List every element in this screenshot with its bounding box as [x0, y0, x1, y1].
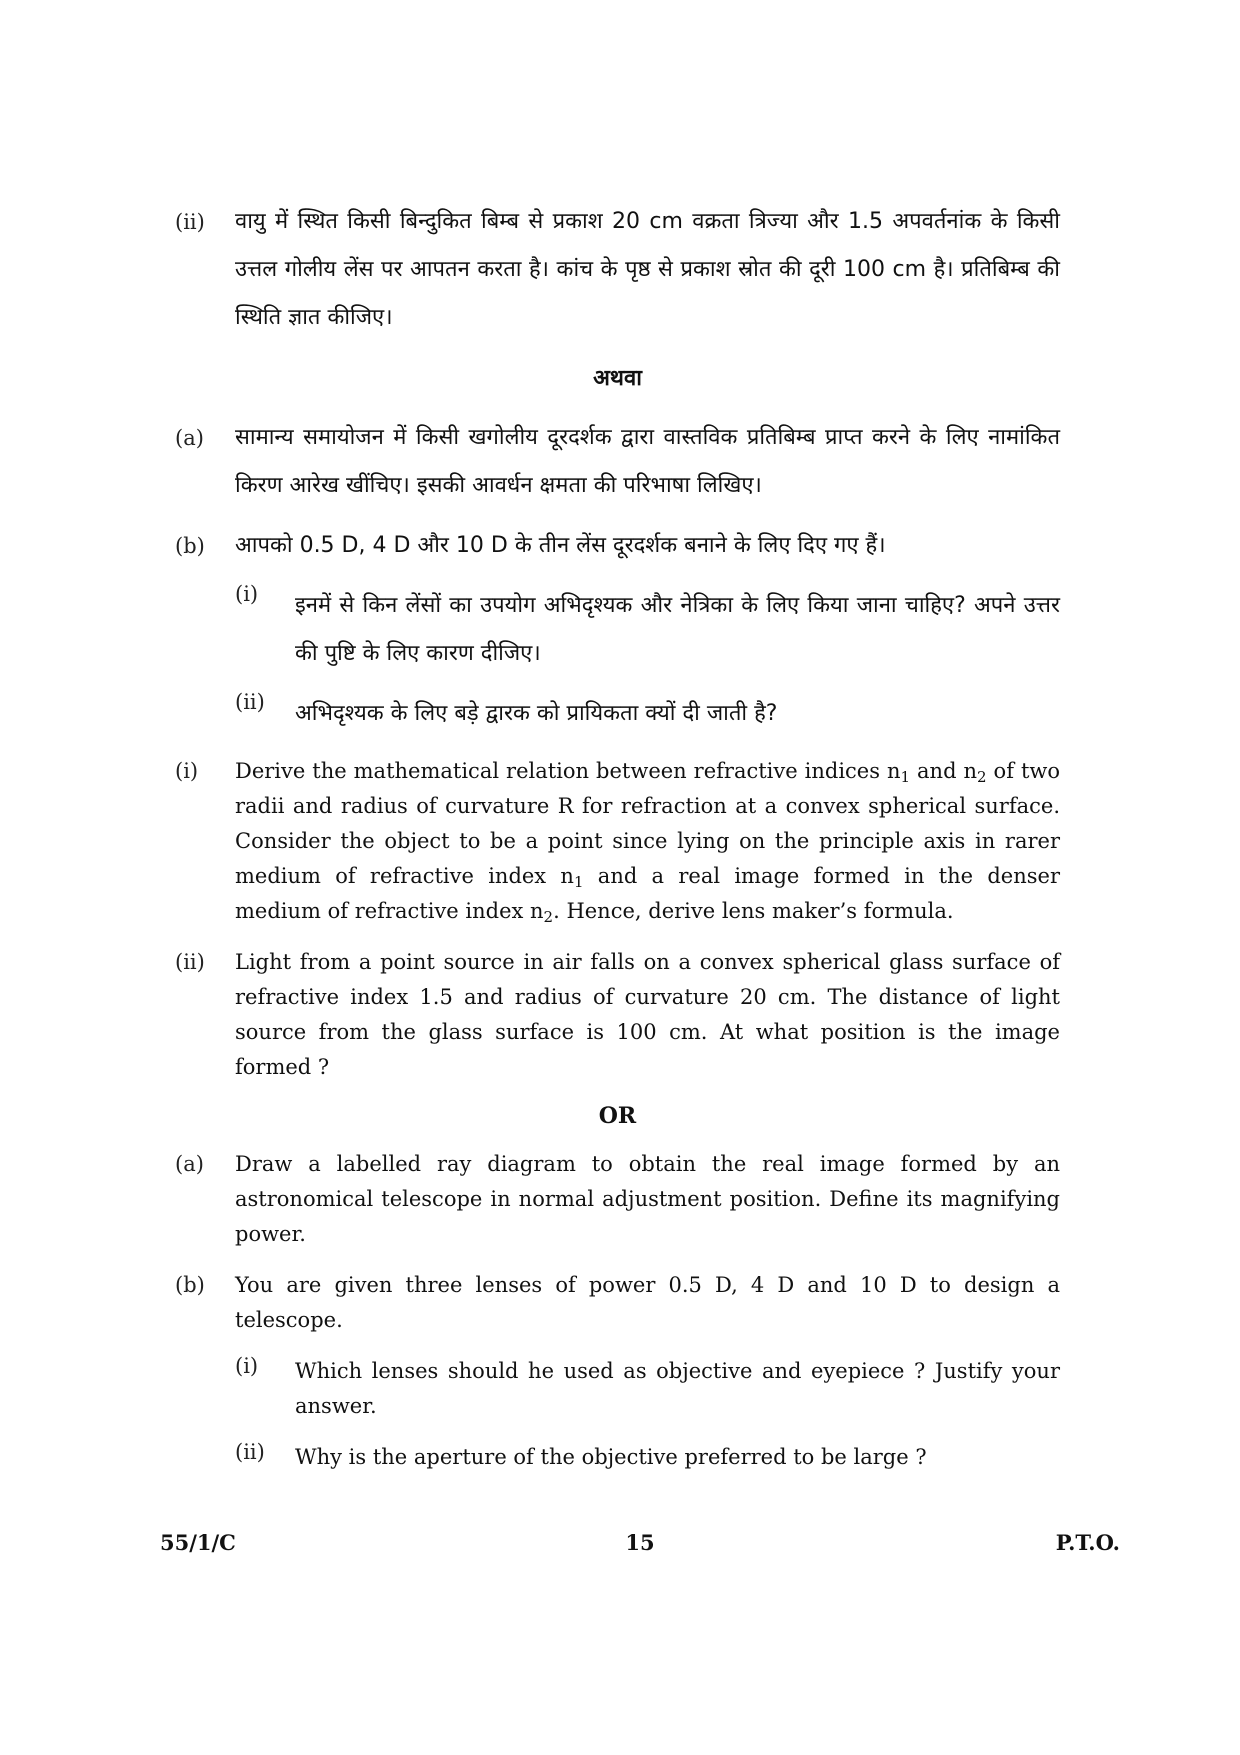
- question-number: (ii): [235, 1440, 265, 1464]
- english-question-b-ii: [235, 1440, 1060, 1475]
- question-number: (b): [175, 534, 205, 558]
- question-number: (i): [175, 759, 199, 783]
- question-text: आपको 0.5 D, 4 D और 10 D के तीन लेंस दूरदर्शक बनाने के लिए दिए गए हैं।: [235, 533, 886, 558]
- text-part: and n: [910, 759, 978, 783]
- hindi-question-b: [175, 522, 1060, 570]
- hindi-question-b-i: [235, 582, 1060, 678]
- paper-code: 55/1/C: [160, 1530, 236, 1555]
- text-part: Derive the mathematical relation between refractive indices n: [235, 759, 901, 783]
- question-number: (ii): [175, 210, 205, 234]
- question-text: अभिदृश्यक के लिए बड़े द्वारक को प्रायिकता क्यों दी जाती है?: [295, 701, 778, 726]
- question-number: (ii): [235, 690, 265, 714]
- english-question-ii: [175, 945, 1060, 1085]
- hindi-question-ii: [175, 198, 1060, 342]
- page-number: 15: [625, 1530, 655, 1555]
- hindi-question-a: [175, 414, 1060, 510]
- please-turn-over: P.T.O.: [1055, 1530, 1120, 1555]
- question-text: Light from a point source in air falls on a convex spherical glass surface of refractive index 1.5 and radius of curvature 20 cm. The distance of light source from the glass surface is 100 cm. At what position is the image formed ?: [235, 950, 1060, 1079]
- page-footer: [160, 1530, 1120, 1560]
- hindi-question-b-ii: [235, 690, 1060, 738]
- english-question-a: [175, 1147, 1060, 1252]
- text-part: of two radii and radius of curvature R for refraction at a convex spherical surface. Consider the object to be a point since lying on the principle axis in rarer medium of refractive index n: [235, 759, 1060, 888]
- text-part: and a real image formed in the denser medium of refractive index n: [235, 864, 1060, 923]
- english-question-b: [175, 1268, 1060, 1338]
- question-number: (a): [175, 426, 204, 450]
- question-text: सामान्य समायोजन में किसी खगोलीय दूरदर्शक द्वारा वास्तविक प्रतिबिम्ब प्राप्त करने के लिए नामांकित किरण आरेख खींचिए। इसकी आवर्धन क्षमता की परिभाषा लिखिए।: [235, 425, 1060, 498]
- question-number: (i): [235, 1354, 259, 1378]
- hindi-or-heading: अथवा: [593, 366, 642, 391]
- question-text: Draw a labelled ray diagram to obtain the real image formed by an astronomical telescope in normal adjustment position. Define its magnifying power.: [235, 1152, 1060, 1246]
- english-question-i: [175, 754, 1060, 929]
- page-content: [175, 198, 1060, 1475]
- subscript: 2: [543, 908, 554, 926]
- question-number: (i): [235, 582, 259, 606]
- subscript: 2: [977, 768, 987, 786]
- text-part: . Hence, derive lens maker’s formula.: [553, 899, 954, 923]
- question-number: (a): [175, 1152, 204, 1176]
- english-question-b-i: [235, 1354, 1060, 1424]
- question-text: [235, 754, 1060, 929]
- question-number: (b): [175, 1273, 205, 1297]
- question-text: Which lenses should he used as objective and eyepiece ? Justify your answer.: [295, 1359, 1060, 1418]
- english-or-heading: OR: [598, 1103, 637, 1129]
- question-number: (ii): [175, 950, 205, 974]
- subscript: 1: [573, 873, 584, 891]
- subscript: 1: [900, 768, 911, 786]
- question-text: You are given three lenses of power 0.5 D, 4 D and 10 D to design a telescope.: [235, 1273, 1060, 1332]
- question-text: इनमें से किन लेंसों का उपयोग अभिदृश्यक और नेत्रिका के लिए किया जाना चाहिए? अपने उत्तर की पुष्टि के लिए कारण दीजिए।: [295, 593, 1060, 666]
- question-text: वायु में स्थित किसी बिन्दुकित बिम्ब से प्रकाश 20 cm वक्रता त्रिज्या और 1.5 अपवर्तनांक के किसी उत्तल गोलीय लेंस पर आपतन करता है। कांच के पृष्ठ से प्रकाश स्रोत की दूरी 100 cm है। प्रतिबिम्ब की स्थिति ज्ञात कीजिए।: [235, 209, 1060, 330]
- question-text: Why is the aperture of the objective preferred to be large ?: [295, 1445, 927, 1469]
